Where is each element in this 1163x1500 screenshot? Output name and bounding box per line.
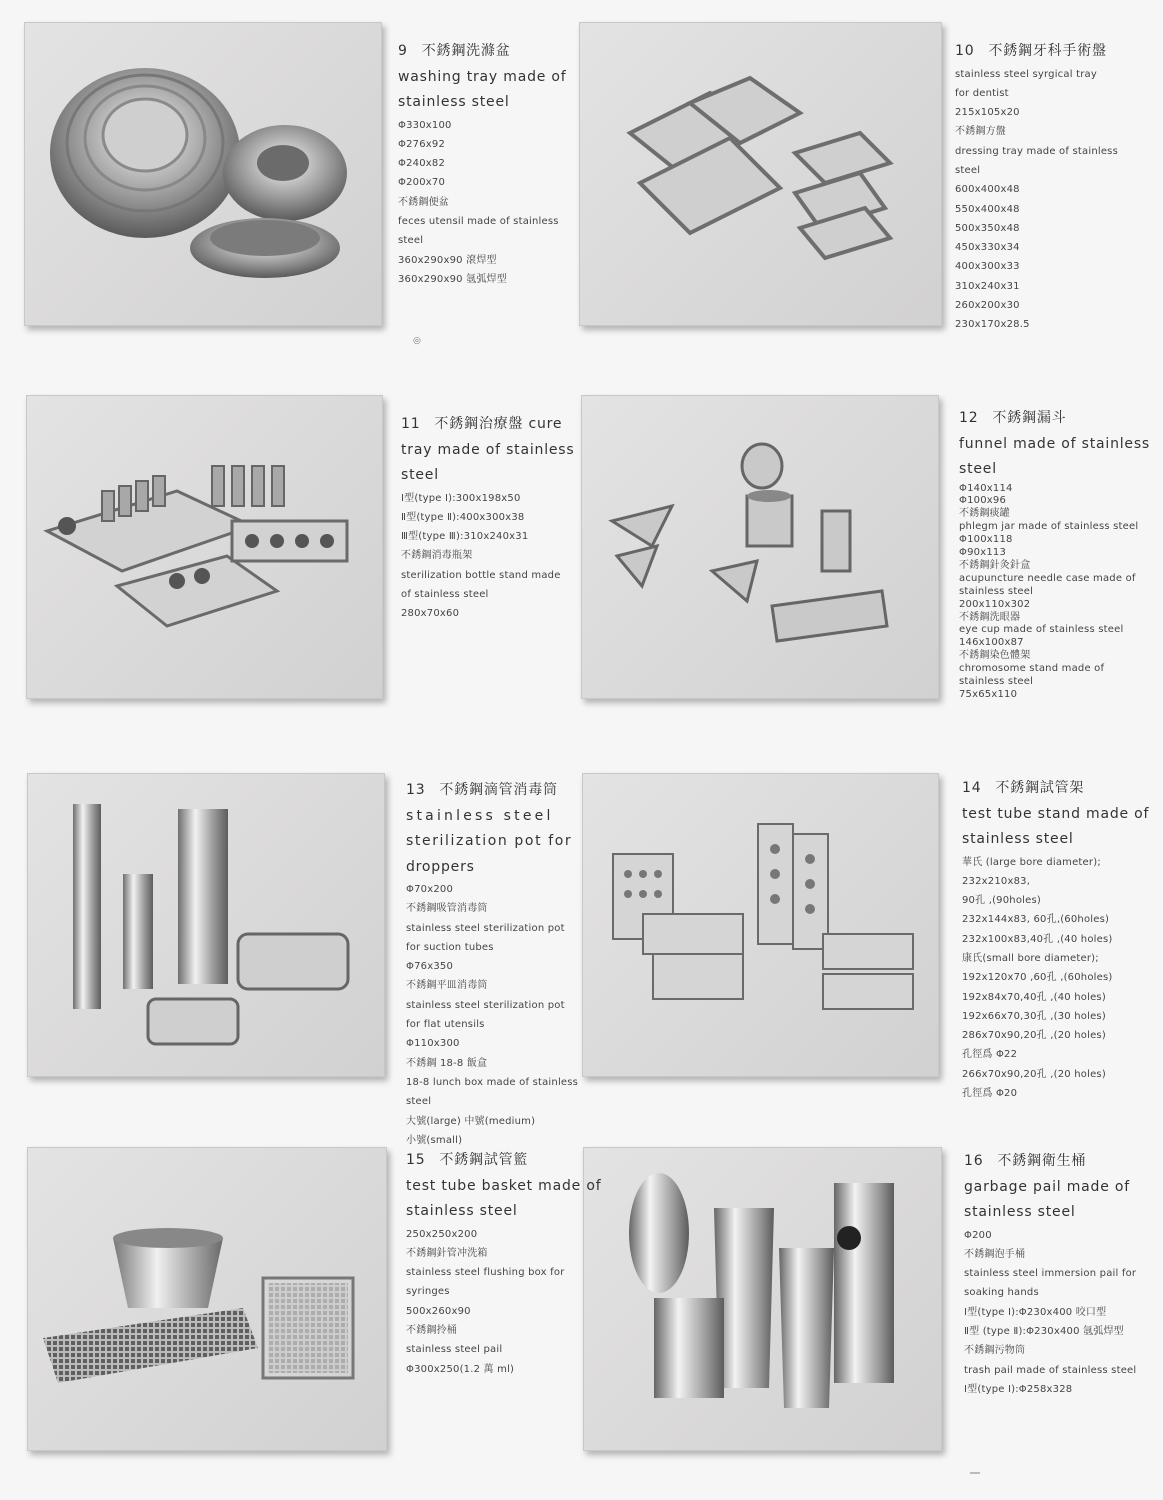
spec-line: 500x260x90 [406, 1305, 471, 1317]
spec-line: for flat utensils [406, 1019, 485, 1031]
spec-line: 不銹鋼拎桶 [406, 1324, 457, 1336]
item-11-subtitle-line: tray made of stainless [401, 441, 575, 458]
spec-line: 192x66x70,30孔 ,(30 holes) [962, 1010, 1106, 1022]
spec-line: stainless steel immersion pail for [964, 1268, 1137, 1280]
spec-line: 不銹鋼方盤 [955, 126, 1006, 138]
spec-line: 不銹鋼消毒瓶架 [401, 550, 473, 562]
spec-line: 大號(large) 中號(medium) [406, 1115, 536, 1127]
spec-line: 不銹鋼便盆 [398, 196, 449, 208]
spec-line: Ⅰ型(type Ⅰ):Φ258x328 [964, 1383, 1073, 1395]
photo-dental-trays [579, 22, 942, 326]
item-9-text [398, 39, 567, 289]
photo-cure-trays [26, 395, 383, 699]
spec-line: 小號(small) [406, 1134, 463, 1146]
photo-test-tube-stands [582, 773, 939, 1077]
spec-line: Φ140x114 [959, 482, 1013, 494]
item-13-subtitle-line: stainless steel [406, 807, 554, 824]
spec-line: 不銹鋼吸管消毒筒 [406, 903, 488, 915]
spec-line: 550x400x48 [955, 203, 1020, 215]
item-9-subtitle-line: washing tray made of [398, 68, 567, 85]
spec-line: 華氏 (large bore diameter); [962, 856, 1101, 868]
spec-line: Φ276x92 [398, 138, 446, 150]
spec-line: 75x65x110 [959, 689, 1018, 700]
item-10-text [955, 39, 1118, 335]
page-corner-mark [970, 1472, 980, 1474]
spec-line: chromosome stand made of [959, 663, 1105, 675]
item-15-subtitle-line: stainless steel [406, 1203, 518, 1219]
item-11-text [401, 412, 575, 624]
spec-line: Ⅰ型(type Ⅰ):300x198x50 [401, 492, 521, 504]
spec-line: 600x400x48 [955, 184, 1020, 196]
spec-line: Ⅰ型(type Ⅰ):Φ230x400 咬口型 [964, 1306, 1107, 1318]
spec-line: 260x200x30 [955, 300, 1020, 312]
item-15-text [406, 1148, 601, 1379]
item-11-title: 11 不銹鋼治療盤 cure [401, 416, 563, 432]
item-13-subtitle-line: droppers [406, 858, 475, 875]
spec-line: 不銹鋼泡手桶 [964, 1248, 1026, 1260]
spec-line: stainless steel syrgical tray [955, 68, 1097, 80]
item-16-subtitle-line: garbage pail made of [964, 1178, 1130, 1195]
spec-line: Ⅲ型(type Ⅲ):310x240x31 [401, 531, 529, 543]
spec-line: 280x70x60 [401, 608, 460, 620]
spec-line: 不銹鋼針灸針盒 [959, 559, 1031, 571]
spec-line: Φ100x96 [959, 495, 1007, 507]
photo-test-tube-basket [27, 1147, 387, 1451]
spec-line: for suction tubes [406, 941, 494, 953]
spec-line: acupuncture needle case made of [959, 572, 1136, 584]
item-14-subtitle-line: stainless steel [962, 831, 1074, 847]
spec-line: stainless steel [959, 676, 1034, 688]
item-12-title: 12 不銹鋼漏斗 [959, 410, 1067, 426]
spec-line: Φ90x113 [959, 547, 1007, 559]
spec-line: Φ300x250(1.2 萬 ml) [406, 1363, 515, 1375]
spec-line: 500x350x48 [955, 222, 1020, 234]
spec-line: 不銹鋼洗眼器 [959, 611, 1021, 623]
item-11-subtitle-line: steel [401, 467, 439, 483]
spec-line: 192x120x70 ,60孔 ,(60holes) [962, 972, 1113, 984]
item-9-title: 9 不銹鋼洗滌盆 [398, 43, 511, 59]
spec-line: stainless steel flushing box for [406, 1267, 565, 1279]
item-13-title: 13 不銹鋼滴管消毒筒 [406, 782, 558, 798]
spec-line: sterilization bottle stand made [401, 569, 561, 581]
spec-line: 孔徑爲 Φ22 [962, 1049, 1018, 1061]
spec-line: Φ330x100 [398, 119, 452, 131]
item-15-title: 15 不銹鋼試管籃 [406, 1152, 529, 1168]
spec-line: 450x330x34 [955, 242, 1020, 254]
spec-line: 不銹鋼痰罐 [959, 508, 1010, 520]
spec-line: 不銹鋼針管冲洗箱 [406, 1247, 488, 1259]
spec-line: Φ76x350 [406, 961, 454, 973]
item-12-text [959, 406, 1150, 702]
spec-line: Φ70x200 [406, 884, 454, 895]
spec-line: steel [398, 235, 424, 247]
item-14-text [962, 776, 1149, 1103]
spec-line: 146x100x87 [959, 637, 1024, 649]
footnote-mark: ◎ [413, 336, 421, 346]
spec-line: trash pail made of stainless steel [964, 1364, 1137, 1376]
spec-line: 90孔 ,(90holes) [962, 895, 1042, 907]
spec-line: 不銹鋼 18-8 飯盒 [406, 1057, 488, 1069]
spec-line: 18-8 lunch box made of stainless [406, 1076, 579, 1088]
item-9-subtitle-line: stainless steel [398, 94, 510, 110]
spec-line: for dentist [955, 87, 1009, 99]
item-12-subtitle-line: steel [959, 461, 997, 477]
spec-line: 232x144x83, 60孔,(60holes) [962, 914, 1110, 926]
photo-funnels [581, 395, 939, 699]
spec-line: 230x170x28.5 [955, 319, 1030, 331]
spec-line: Φ110x300 [406, 1038, 460, 1050]
item-14-subtitle-line: test tube stand made of [962, 805, 1150, 822]
spec-line: Ⅱ型 (type Ⅱ):Φ230x400 氬弧焊型 [964, 1325, 1124, 1337]
spec-line: stainless steel [959, 585, 1034, 597]
spec-line: 不銹鋼染色體架 [959, 650, 1031, 662]
spec-line: steel [406, 1096, 432, 1108]
spec-line: Φ100x118 [959, 534, 1013, 546]
spec-line: feces utensil made of stainless [398, 215, 559, 227]
item-14-title: 14 不銹鋼試管架 [962, 780, 1085, 796]
spec-line: syringes [406, 1286, 450, 1298]
spec-line: 232x100x83,40孔 ,(40 holes) [962, 933, 1113, 945]
spec-line: 250x250x200 [406, 1228, 478, 1240]
item-12-subtitle-line: funnel made of stainless [959, 435, 1151, 452]
spec-line: 400x300x33 [955, 261, 1020, 273]
spec-line: steel [955, 164, 981, 176]
spec-line: stainless steel sterilization pot [406, 999, 565, 1011]
spec-line: Φ240x82 [398, 158, 446, 170]
photo-washing-tray [24, 22, 382, 326]
spec-line: 360x290x90 滾焊型 [398, 254, 497, 266]
spec-line: 192x84x70,40孔 ,(40 holes) [962, 991, 1106, 1003]
spec-line: soaking hands [964, 1287, 1039, 1299]
spec-line: 不銹鋼平皿消毒筒 [406, 980, 488, 992]
item-15-subtitle-line: test tube basket made of [406, 1177, 602, 1194]
spec-line: 310x240x31 [955, 280, 1020, 292]
photo-sterilization-pots [27, 773, 385, 1077]
spec-line: 200x110x302 [959, 598, 1031, 610]
item-16-subtitle-line: stainless steel [964, 1204, 1076, 1220]
spec-line: eye cup made of stainless steel [959, 624, 1124, 636]
spec-line: 266x70x90,20孔 ,(20 holes) [962, 1068, 1106, 1080]
spec-line: stainless steel pail [406, 1344, 503, 1356]
spec-line: 232x210x83, [962, 875, 1031, 887]
spec-line: Ⅱ型(type Ⅱ):400x300x38 [401, 511, 525, 523]
spec-line: Φ200 [964, 1229, 992, 1241]
spec-line: 286x70x90,20孔 ,(20 holes) [962, 1030, 1106, 1042]
spec-line: of stainless steel [401, 588, 489, 600]
spec-line: 360x290x90 氬弧焊型 [398, 273, 507, 285]
spec-line: Φ200x70 [398, 177, 446, 189]
spec-line: stainless steel sterilization pot [406, 922, 565, 934]
spec-line: dressing tray made of stainless [955, 145, 1119, 157]
item-16-title: 16 不銹鋼衛生桶 [964, 1153, 1087, 1169]
item-16-text [964, 1149, 1136, 1399]
item-13-subtitle-line: sterilization pot for [406, 833, 573, 849]
photo-garbage-pails [583, 1147, 942, 1451]
spec-line: phlegm jar made of stainless steel [959, 521, 1139, 533]
item-10-title: 10 不銹鋼牙科手術盤 [955, 43, 1107, 59]
spec-line: 215x105x20 [955, 107, 1020, 119]
spec-line: 孔徑爲 Φ20 [962, 1088, 1018, 1100]
spec-line: 不銹鋼污物筒 [964, 1345, 1026, 1357]
spec-line: 康氏(small bore diameter); [962, 952, 1099, 964]
item-13-text [406, 778, 578, 1150]
